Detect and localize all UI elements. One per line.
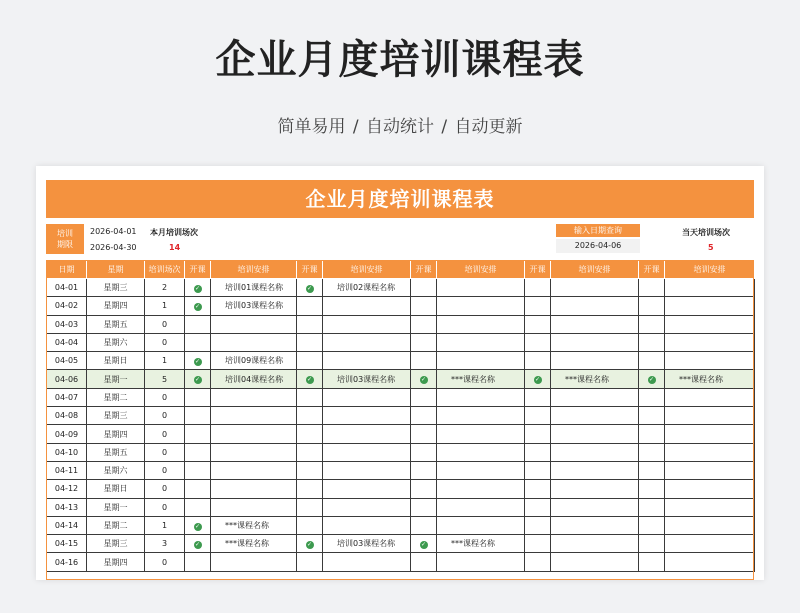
open-status-cell[interactable] (525, 333, 551, 351)
session-count-cell[interactable]: 0 (145, 388, 185, 406)
open-status-cell[interactable] (639, 425, 665, 443)
month-sessions-value: 14 (169, 243, 181, 252)
date-cell[interactable]: 04-04 (47, 333, 87, 351)
today-sessions-value: 5 (708, 243, 714, 252)
date-cell[interactable]: 04-15 (47, 535, 87, 553)
open-status-cell[interactable] (185, 553, 211, 571)
date-cell[interactable]: 04-13 (47, 498, 87, 516)
course-cell[interactable] (323, 553, 411, 571)
session-count-cell[interactable]: 0 (145, 461, 185, 479)
course-cell[interactable] (551, 352, 639, 370)
course-cell[interactable] (551, 279, 639, 297)
table-row[interactable] (47, 315, 755, 333)
date-cell[interactable]: 04-14 (47, 516, 87, 534)
open-status-cell[interactable] (185, 388, 211, 406)
open-status-cell[interactable] (639, 333, 665, 351)
open-status-cell[interactable] (411, 315, 437, 333)
course-cell[interactable] (211, 461, 297, 479)
session-count-cell[interactable]: 5 (145, 370, 185, 388)
course-cell[interactable] (437, 388, 525, 406)
table-row[interactable] (47, 425, 755, 443)
open-status-cell[interactable] (185, 461, 211, 479)
open-status-cell[interactable] (297, 516, 323, 534)
course-cell[interactable] (437, 297, 525, 315)
open-status-cell[interactable] (639, 279, 665, 297)
date-cell[interactable]: 04-08 (47, 407, 87, 425)
open-status-cell[interactable] (185, 297, 211, 315)
weekday-cell[interactable]: 星期六 (87, 461, 145, 479)
open-status-cell[interactable] (639, 407, 665, 425)
weekday-cell[interactable]: 星期一 (87, 498, 145, 516)
open-status-cell[interactable] (185, 480, 211, 498)
open-status-cell[interactable] (525, 425, 551, 443)
check-circle-icon: ✓ (306, 284, 313, 292)
open-status-cell[interactable] (639, 480, 665, 498)
column-header[interactable]: 星期 (87, 261, 145, 279)
course-cell[interactable] (551, 425, 639, 443)
course-cell[interactable] (665, 498, 755, 516)
open-status-cell[interactable] (185, 498, 211, 516)
open-status-cell[interactable] (185, 425, 211, 443)
course-cell[interactable] (437, 498, 525, 516)
session-count-cell[interactable]: 0 (145, 498, 185, 516)
course-cell[interactable] (437, 480, 525, 498)
date-cell[interactable]: 04-12 (47, 480, 87, 498)
course-cell[interactable]: ***课程名称 (211, 535, 297, 553)
open-status-cell[interactable] (639, 553, 665, 571)
session-count-cell[interactable]: 3 (145, 535, 185, 553)
weekday-cell[interactable]: 星期三 (87, 407, 145, 425)
open-status-cell[interactable] (525, 443, 551, 461)
column-header[interactable]: 培训安排 (437, 261, 525, 279)
month-sessions-label: 本月培训场次 (150, 228, 198, 237)
course-cell[interactable] (211, 333, 297, 351)
course-cell[interactable] (437, 352, 525, 370)
course-cell[interactable] (437, 333, 525, 351)
course-cell[interactable] (211, 425, 297, 443)
course-cell[interactable] (323, 498, 411, 516)
session-count-cell[interactable]: 0 (145, 480, 185, 498)
open-status-cell[interactable] (525, 388, 551, 406)
table-row[interactable] (47, 443, 755, 461)
open-status-cell[interactable] (525, 407, 551, 425)
open-status-cell[interactable] (525, 461, 551, 479)
table-row[interactable] (47, 352, 755, 370)
course-cell[interactable] (437, 461, 525, 479)
check-circle-icon: ✓ (194, 522, 201, 530)
session-count-cell[interactable]: 0 (145, 425, 185, 443)
page-title: 企业月度培训课程表 (215, 37, 585, 83)
check-circle-icon: ✓ (194, 302, 201, 310)
open-status-cell[interactable] (639, 516, 665, 534)
course-cell[interactable]: ***课程名称 (665, 370, 755, 388)
course-cell[interactable] (551, 516, 639, 534)
course-cell[interactable] (665, 443, 755, 461)
weekday-cell[interactable]: 星期二 (87, 388, 145, 406)
course-cell[interactable] (551, 553, 639, 571)
open-status-cell[interactable] (185, 443, 211, 461)
check-circle-icon: ✓ (420, 540, 427, 548)
table-header-row (47, 261, 755, 279)
open-status-cell[interactable] (411, 516, 437, 534)
session-count-cell[interactable]: 0 (145, 407, 185, 425)
check-circle-icon: ✓ (648, 376, 655, 384)
course-cell[interactable] (211, 315, 297, 333)
table-row[interactable] (47, 535, 755, 553)
open-status-cell[interactable] (639, 498, 665, 516)
course-cell[interactable]: ***课程名称 (437, 535, 525, 553)
column-header[interactable]: 培训场次 (145, 261, 185, 279)
course-cell[interactable] (665, 461, 755, 479)
course-cell[interactable] (211, 443, 297, 461)
course-cell[interactable] (437, 553, 525, 571)
course-cell[interactable]: 培训03课程名称 (323, 370, 411, 388)
course-cell[interactable] (665, 535, 755, 553)
session-count-cell[interactable]: 0 (145, 315, 185, 333)
course-cell[interactable] (551, 535, 639, 553)
course-cell[interactable] (665, 425, 755, 443)
course-cell[interactable] (323, 407, 411, 425)
session-count-cell[interactable]: 2 (145, 279, 185, 297)
open-status-cell[interactable] (525, 297, 551, 315)
date-cell[interactable]: 04-05 (47, 352, 87, 370)
open-status-cell[interactable] (525, 352, 551, 370)
open-status-cell[interactable] (185, 370, 211, 388)
course-cell[interactable] (323, 352, 411, 370)
open-status-cell[interactable] (297, 480, 323, 498)
open-status-cell[interactable] (185, 352, 211, 370)
session-count-cell[interactable]: 0 (145, 333, 185, 351)
course-cell[interactable] (437, 279, 525, 297)
course-cell[interactable] (665, 315, 755, 333)
open-status-cell[interactable] (185, 333, 211, 351)
course-cell[interactable] (211, 498, 297, 516)
open-status-cell[interactable] (297, 535, 323, 553)
weekday-cell[interactable]: 星期三 (87, 535, 145, 553)
weekday-cell[interactable]: 星期四 (87, 297, 145, 315)
course-cell[interactable] (323, 333, 411, 351)
table-row[interactable] (47, 498, 755, 516)
today-sessions-label: 当天培训场次 (682, 228, 730, 237)
course-cell[interactable]: 培训01课程名称 (211, 279, 297, 297)
open-status-cell[interactable] (297, 553, 323, 571)
column-header[interactable]: 开课 (639, 261, 665, 279)
table-row[interactable] (47, 388, 755, 406)
weekday-cell[interactable]: 星期四 (87, 553, 145, 571)
date-cell[interactable]: 04-02 (47, 297, 87, 315)
course-cell[interactable] (551, 407, 639, 425)
check-circle-icon: ✓ (194, 357, 201, 365)
check-circle-icon: ✓ (194, 540, 201, 548)
end-date[interactable]: 2026-04-30 (90, 243, 137, 252)
course-cell[interactable] (323, 388, 411, 406)
date-cell[interactable]: 04-03 (47, 315, 87, 333)
column-header[interactable]: 日期 (47, 261, 87, 279)
course-cell[interactable] (665, 333, 755, 351)
open-status-cell[interactable] (185, 315, 211, 333)
weekday-cell[interactable]: 星期二 (87, 516, 145, 534)
open-status-cell[interactable] (297, 279, 323, 297)
course-cell[interactable] (665, 480, 755, 498)
open-status-cell[interactable] (525, 553, 551, 571)
open-status-cell[interactable] (525, 279, 551, 297)
period-label (46, 224, 84, 254)
open-status-cell[interactable] (639, 535, 665, 553)
course-cell[interactable] (665, 279, 755, 297)
date-cell[interactable]: 04-16 (47, 553, 87, 571)
column-header[interactable]: 培训安排 (665, 261, 755, 279)
query-date-label: 输入日期查询 (556, 224, 640, 237)
open-status-cell[interactable] (411, 553, 437, 571)
weekday-cell[interactable]: 星期三 (87, 279, 145, 297)
course-cell[interactable] (665, 516, 755, 534)
column-header[interactable]: 开课 (525, 261, 551, 279)
open-status-cell[interactable] (639, 315, 665, 333)
open-status-cell[interactable] (411, 388, 437, 406)
course-cell[interactable] (551, 480, 639, 498)
table-row[interactable] (47, 553, 755, 571)
check-circle-icon: ✓ (420, 376, 427, 384)
course-cell[interactable] (323, 516, 411, 534)
table-row[interactable] (47, 370, 755, 388)
open-status-cell[interactable] (297, 333, 323, 351)
check-circle-icon: ✓ (306, 376, 313, 384)
course-cell[interactable] (437, 407, 525, 425)
course-cell[interactable] (551, 333, 639, 351)
open-status-cell[interactable] (411, 535, 437, 553)
open-status-cell[interactable] (411, 425, 437, 443)
column-header[interactable]: 培训安排 (551, 261, 639, 279)
course-cell[interactable] (551, 388, 639, 406)
date-cell[interactable]: 04-07 (47, 388, 87, 406)
course-cell[interactable] (211, 388, 297, 406)
course-cell[interactable] (551, 297, 639, 315)
course-cell[interactable] (551, 461, 639, 479)
course-cell[interactable] (323, 297, 411, 315)
sheet-banner: 企业月度培训课程表 (46, 180, 754, 218)
open-status-cell[interactable] (411, 333, 437, 351)
open-status-cell[interactable] (639, 370, 665, 388)
table-row[interactable] (47, 407, 755, 425)
check-circle-icon: ✓ (534, 376, 541, 384)
course-cell[interactable]: 培训02课程名称 (323, 279, 411, 297)
course-cell[interactable]: ***课程名称 (437, 370, 525, 388)
course-cell[interactable] (323, 315, 411, 333)
course-cell[interactable] (437, 443, 525, 461)
course-cell[interactable] (551, 498, 639, 516)
course-cell[interactable]: 培训03课程名称 (211, 297, 297, 315)
open-status-cell[interactable] (411, 480, 437, 498)
weekday-cell[interactable]: 星期六 (87, 333, 145, 351)
open-status-cell[interactable] (639, 388, 665, 406)
open-status-cell[interactable] (297, 388, 323, 406)
open-status-cell[interactable] (411, 498, 437, 516)
open-status-cell[interactable] (411, 461, 437, 479)
course-cell[interactable] (437, 315, 525, 333)
open-status-cell[interactable] (297, 498, 323, 516)
start-date[interactable]: 2026-04-01 (90, 227, 137, 236)
check-circle-icon: ✓ (306, 540, 313, 548)
column-header[interactable]: 开课 (411, 261, 437, 279)
open-status-cell[interactable] (525, 480, 551, 498)
open-status-cell[interactable] (525, 370, 551, 388)
course-cell[interactable] (551, 443, 639, 461)
table-row[interactable] (47, 516, 755, 534)
open-status-cell[interactable] (297, 315, 323, 333)
open-status-cell[interactable] (525, 516, 551, 534)
check-circle-icon: ✓ (194, 376, 201, 384)
column-header[interactable]: 开课 (185, 261, 211, 279)
course-cell[interactable] (665, 553, 755, 571)
schedule-table (46, 260, 755, 572)
weekday-cell[interactable]: 星期四 (87, 425, 145, 443)
weekday-cell[interactable]: 星期日 (87, 480, 145, 498)
course-cell[interactable] (211, 407, 297, 425)
open-status-cell[interactable] (297, 370, 323, 388)
table-row[interactable] (47, 333, 755, 351)
open-status-cell[interactable] (525, 315, 551, 333)
open-status-cell[interactable] (185, 516, 211, 534)
date-cell[interactable]: 04-10 (47, 443, 87, 461)
table-row[interactable] (47, 279, 755, 297)
course-cell[interactable] (665, 407, 755, 425)
open-status-cell[interactable] (297, 443, 323, 461)
column-header[interactable]: 开课 (297, 261, 323, 279)
course-cell[interactable] (665, 388, 755, 406)
open-status-cell[interactable] (411, 370, 437, 388)
course-cell[interactable] (211, 480, 297, 498)
weekday-cell[interactable]: 星期日 (87, 352, 145, 370)
course-cell[interactable]: 培训09课程名称 (211, 352, 297, 370)
open-status-cell[interactable] (639, 352, 665, 370)
open-status-cell[interactable] (411, 443, 437, 461)
course-cell[interactable] (323, 480, 411, 498)
open-status-cell[interactable] (639, 443, 665, 461)
open-status-cell[interactable] (525, 535, 551, 553)
session-count-cell[interactable]: 0 (145, 553, 185, 571)
course-cell[interactable] (323, 443, 411, 461)
open-status-cell[interactable] (185, 279, 211, 297)
course-cell[interactable] (323, 461, 411, 479)
course-cell[interactable] (323, 425, 411, 443)
course-cell[interactable]: ***课程名称 (551, 370, 639, 388)
date-cell[interactable]: 04-06 (47, 370, 87, 388)
open-status-cell[interactable] (411, 279, 437, 297)
course-cell[interactable]: ***课程名称 (211, 516, 297, 534)
date-cell[interactable]: 04-11 (47, 461, 87, 479)
check-circle-icon: ✓ (194, 284, 201, 292)
open-status-cell[interactable] (297, 407, 323, 425)
page-subtitle: 简单易用 / 自动统计 / 自动更新 (277, 117, 523, 137)
weekday-cell[interactable]: 星期五 (87, 315, 145, 333)
spreadsheet-sheet (36, 166, 764, 580)
table-row[interactable] (47, 297, 755, 315)
period-label-text: 培训 期限 (57, 229, 73, 249)
query-date-input[interactable]: 2026-04-06 (556, 239, 640, 253)
weekday-cell[interactable]: 星期一 (87, 370, 145, 388)
table-row[interactable] (47, 480, 755, 498)
course-cell[interactable] (437, 516, 525, 534)
column-header[interactable]: 培训安排 (323, 261, 411, 279)
open-status-cell[interactable] (411, 407, 437, 425)
course-cell[interactable] (437, 425, 525, 443)
course-cell[interactable] (551, 315, 639, 333)
session-count-cell[interactable]: 1 (145, 352, 185, 370)
open-status-cell[interactable] (639, 297, 665, 315)
date-cell[interactable]: 04-01 (47, 279, 87, 297)
table-row[interactable] (47, 461, 755, 479)
column-header[interactable]: 培训安排 (211, 261, 297, 279)
open-status-cell[interactable] (297, 461, 323, 479)
open-status-cell[interactable] (411, 297, 437, 315)
open-status-cell[interactable] (297, 352, 323, 370)
session-count-cell[interactable]: 1 (145, 516, 185, 534)
open-status-cell[interactable] (297, 425, 323, 443)
open-status-cell[interactable] (639, 461, 665, 479)
open-status-cell[interactable] (297, 297, 323, 315)
course-cell[interactable] (665, 352, 755, 370)
course-cell[interactable]: 培训04课程名称 (211, 370, 297, 388)
course-cell[interactable]: 培训03课程名称 (323, 535, 411, 553)
course-cell[interactable] (665, 297, 755, 315)
course-cell[interactable] (211, 553, 297, 571)
session-count-cell[interactable]: 0 (145, 443, 185, 461)
open-status-cell[interactable] (525, 498, 551, 516)
date-cell[interactable]: 04-09 (47, 425, 87, 443)
open-status-cell[interactable] (185, 407, 211, 425)
open-status-cell[interactable] (185, 535, 211, 553)
weekday-cell[interactable]: 星期五 (87, 443, 145, 461)
session-count-cell[interactable]: 1 (145, 297, 185, 315)
open-status-cell[interactable] (411, 352, 437, 370)
